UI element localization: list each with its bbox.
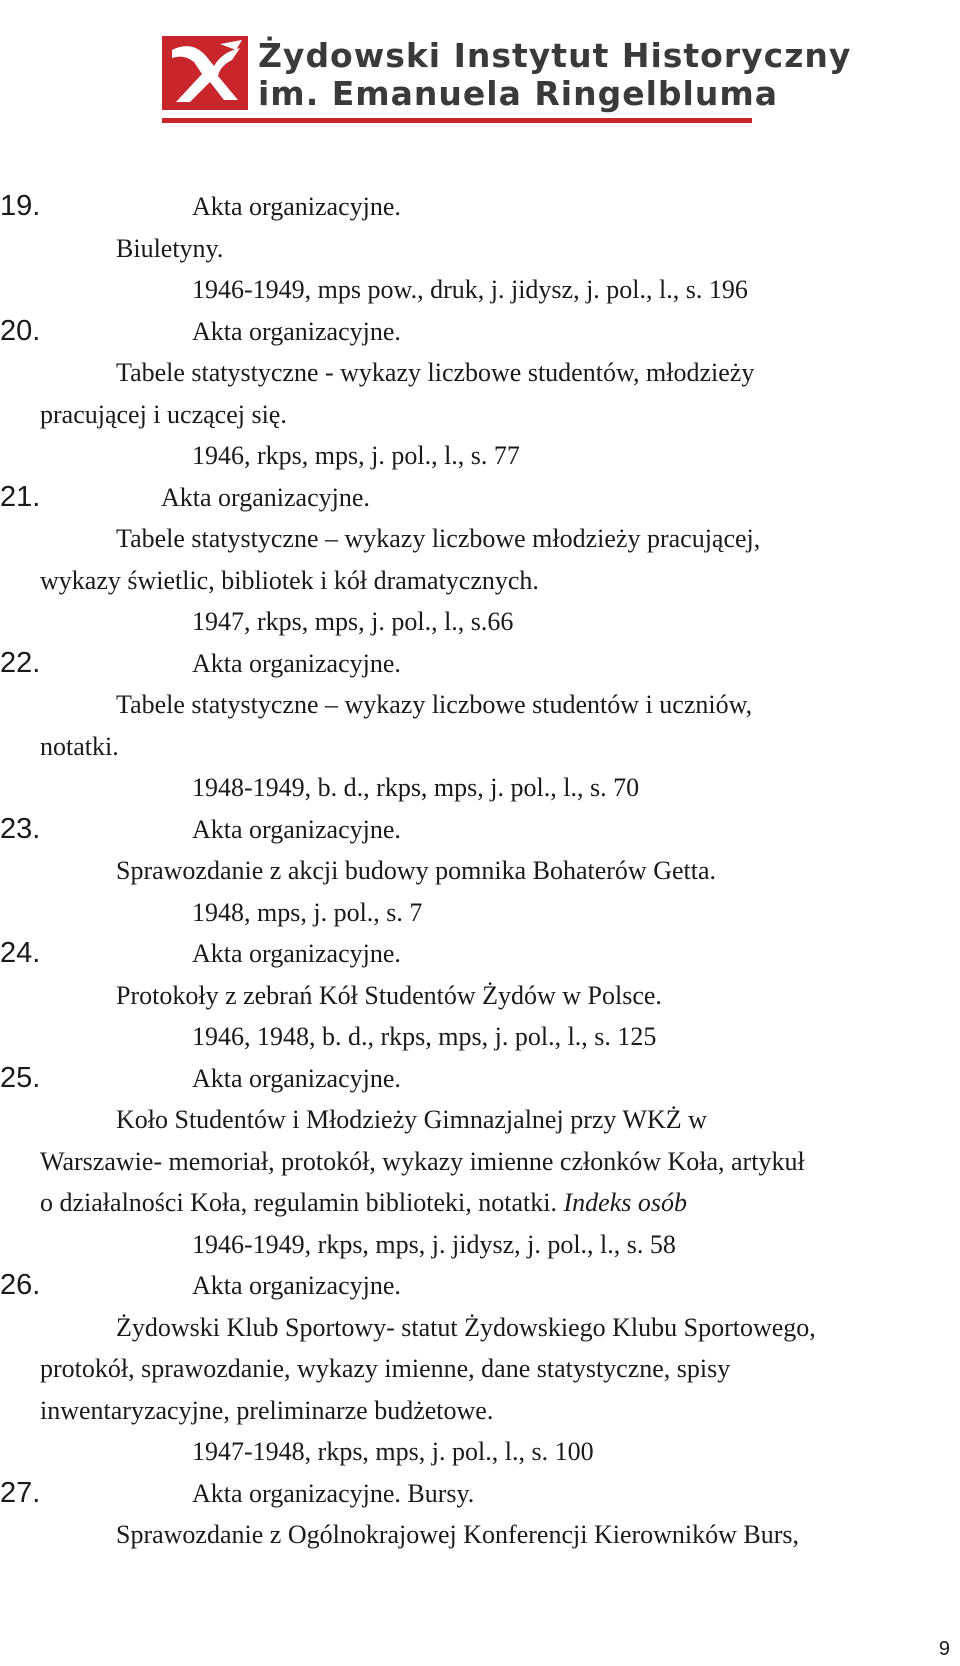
entry-meta: 1948, mps, j. pol., s. 7 xyxy=(192,897,423,927)
catalog-entry xyxy=(0,186,960,311)
entry-title: Akta organizacyjne. xyxy=(192,814,401,844)
entry-title: Akta organizacyjne. xyxy=(192,316,401,346)
entry-number: 26. xyxy=(0,1269,41,1301)
entry-meta: 1947-1948, rkps, mps, j. pol., l., s. 100 xyxy=(192,1437,594,1466)
entry-meta: 1946, 1948, b. d., rkps, mps, j. pol., l., s. 125 xyxy=(192,1022,657,1051)
catalog-entry xyxy=(0,643,960,809)
entry-description: Tabele statystyczne - wykazy liczbowe studentów, młodzieży xyxy=(116,358,755,387)
entry-description: Protokoły z zebrań Kół Studentów Żydów w Polsce. xyxy=(116,980,662,1010)
entry-description: o działalności Koła, regulamin biblioteki, notatki. xyxy=(40,1188,557,1217)
entry-description: notatki. xyxy=(40,731,119,761)
entry-description: Warszawie- memoriał, protokół, wykazy imienne członków Koła, artykuł xyxy=(40,1146,805,1176)
entry-meta: 1947, rkps, mps, j. pol., l., s.66 xyxy=(192,607,514,636)
entry-description: Żydowski Klub Sportowy- statut Żydowskiego Klubu Sportowego, xyxy=(116,1312,816,1342)
entry-description: Koło Studentów i Młodzieży Gimnazjalnej przy WKŻ w xyxy=(116,1105,707,1134)
entry-title: Akta organizacyjne. xyxy=(192,1063,401,1093)
entry-description: inwentaryzacyjne, preliminarze budżetowe. xyxy=(40,1395,494,1425)
logo-emblem-icon xyxy=(162,36,258,114)
entry-number: 19. xyxy=(0,190,41,222)
page-number: 9 xyxy=(938,1638,950,1660)
entry-number: 25. xyxy=(0,1061,41,1094)
institute-logo xyxy=(162,36,852,122)
entry-description: Tabele statystyczne – wykazy liczbowe studentów i uczniów, xyxy=(116,690,753,719)
entry-number: 23. xyxy=(0,812,41,845)
entry-description: Biuletyny. xyxy=(116,233,224,263)
entry-meta: 1946, rkps, mps, j. pol., l., s. 77 xyxy=(192,441,520,470)
catalog-entry xyxy=(0,1265,960,1473)
entry-number: 21. xyxy=(0,480,41,513)
entry-number: 22. xyxy=(0,646,41,679)
entry-description: wykazy świetlic, bibliotek i kół dramatycznych. xyxy=(40,565,539,595)
entry-title: Akta organizacyjne. xyxy=(192,939,401,968)
entry-description: pracującej i uczącej się. xyxy=(40,399,287,429)
entry-title: Akta organizacyjne. xyxy=(192,648,401,678)
entry-number: 27. xyxy=(0,1476,41,1509)
catalog-entry xyxy=(0,809,960,934)
logo-text-line2: im. Emanuela Ringelbluma xyxy=(258,74,778,113)
catalog-entry xyxy=(0,933,960,1058)
entry-title: Akta organizacyjne. xyxy=(192,192,401,221)
catalog-entry xyxy=(0,1473,960,1556)
entry-title: Akta organizacyjne. Bursy. xyxy=(192,1478,475,1508)
catalog-entry xyxy=(0,477,960,643)
entry-description: protokół, sprawozdanie, wykazy imienne, dane statystyczne, spisy xyxy=(40,1354,731,1383)
entry-meta: 1948-1949, b. d., rkps, mps, j. pol., l., s. 70 xyxy=(192,773,640,802)
entry-meta: 1946-1949, mps pow., druk, j. jidysz, j. pol., l., s. 196 xyxy=(192,275,748,304)
logo-underline xyxy=(162,118,752,123)
entry-description: Sprawozdanie z akcji budowy pomnika Bohaterów Getta. xyxy=(116,856,716,885)
catalog-entry xyxy=(0,311,960,477)
entry-meta: 1946-1949, rkps, mps, j. jidysz, j. pol., l., s. 58 xyxy=(192,1229,676,1259)
index-note: Indeks osób xyxy=(563,1188,687,1217)
catalog-list xyxy=(0,186,960,1556)
entry-description: Tabele statystyczne – wykazy liczbowe młodzieży pracującej, xyxy=(116,524,761,553)
logo-text-line1: Żydowski Instytut Historyczny xyxy=(258,36,852,75)
entry-title: Akta organizacyjne. xyxy=(192,1271,401,1300)
entry-number: 24. xyxy=(0,937,41,969)
entry-number: 20. xyxy=(0,314,41,347)
entry-description: Sprawozdanie z Ogólnokrajowej Konferencji Kierowników Burs, xyxy=(116,1520,800,1549)
entry-title: Akta organizacyjne. xyxy=(161,482,370,512)
catalog-entry xyxy=(0,1058,960,1266)
